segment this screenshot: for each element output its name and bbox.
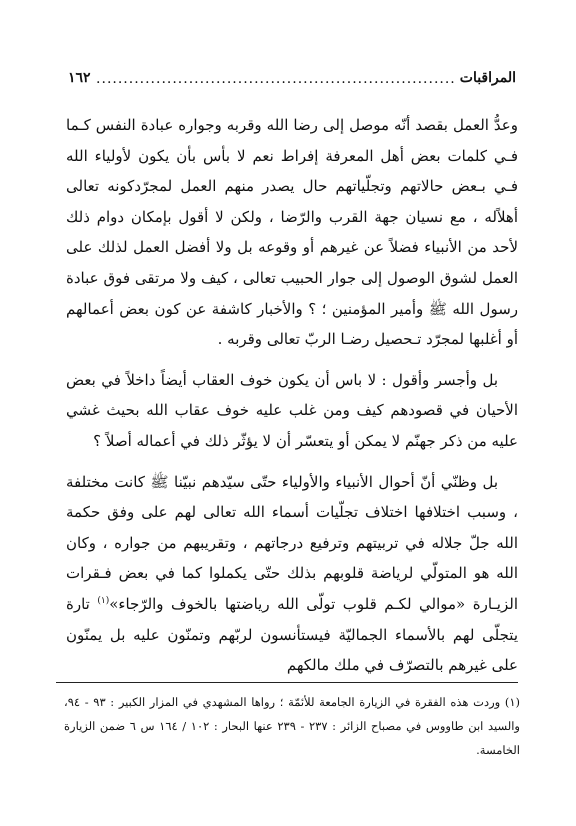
paragraph-3-text: بل وظنّي أنّ أحوال الأنبياء والأولياء حتّى سيّدهم نبيّنا ﷺ كانت مختلفة ، وسبب اختلافها اختلاف تجلّيات أسماء الله تعالى لهم على وفق حكمة الله جلّ جلاله في تربيتهم وترفيع درجاتهم ، وتقريبهم من جواره ، وكان الله هو المتولّي لرياضة قلوبهم بذلك حتّى يكملوا كما في بعض فـقرات الزيـارة «موالي لكـم قلوب تولّى الله رياضتها بالخوف والرّجاء» — [66, 472, 518, 613]
footnotes — [64, 690, 520, 762]
main-text — [66, 110, 518, 681]
footnote-1: (١) وردت هذه الفقرة في الزيارة الجامعة للأئمّة ؛ رواها المشهدي في المزار الكبير : ٩٣ - ٩٤، والسيد ابن طاووس في مصباح الزائر : ٢٣٧ - ٢٣٩ عنها البحار : ١٠٢ / ١٦٤ س ٦ ضمن الزيارة الخامسة. — [64, 695, 520, 757]
section-title: المراقبات — [459, 70, 516, 86]
footnote-divider — [56, 682, 518, 683]
leader-dots — [95, 72, 456, 86]
page-number: ١٦٢ — [68, 70, 91, 86]
running-head — [68, 62, 516, 86]
paragraph-2: بل وأجسر وأقول : لا باس أن يكون خوف العقاب أيضاً داخلاً في بعض الأحيان في قصودهم كيف ومن غلب عليه خوف عقاب الله بحيث غشي عليه من ذكر جهنّم لا يمكن أو يتعسّر أن لا يؤثّر ذلك في أعماله أصلاً ؟ — [66, 370, 518, 450]
footnote-reference: (١) — [97, 595, 110, 606]
paragraph-3-continuation: تارة يتجلّى لهم بالأسماء الجماليّة فيستأنسون لربّهم وتمنّون عليه بل يمنّون على غيرهم بالتصرّف في ملك مالكهم — [66, 594, 518, 675]
paragraph-3 — [66, 467, 518, 681]
paragraph-1: وعدُّ العمل بقصد أنّه موصل إلى رضا الله وقربه وجواره عبادة النفس كـما فـي كلمات بعض أهل المعرفة إفراط نعم لا بأس بأن يكون لأولياء الله فـي بـعض حالاتهم وتجلّياتهم حال يصدر منهم العمل لمجرّدكونه تعالى أهلاًله ، مع نسيان جهة القرب والرّضا ، ولكن لا أقول بإمكان دوام ذلك لأحد من الأنبياء فضلاً عن غيرهم أو وقوعه بل ولا أفضل العمل لذلك على العمل لشوق الوصول إلى جوار الحبيب تعالى ، كيف ولا مرتقى فوق عبادة رسول الله ﷺ وأمير المؤمنين ؛ ؟ والأخبار كاشفة عن كون بعض أعمالهم أو أغلبها لمجرّد تـحصيل رضـا الربّ تعالى وقربه . — [66, 116, 518, 349]
